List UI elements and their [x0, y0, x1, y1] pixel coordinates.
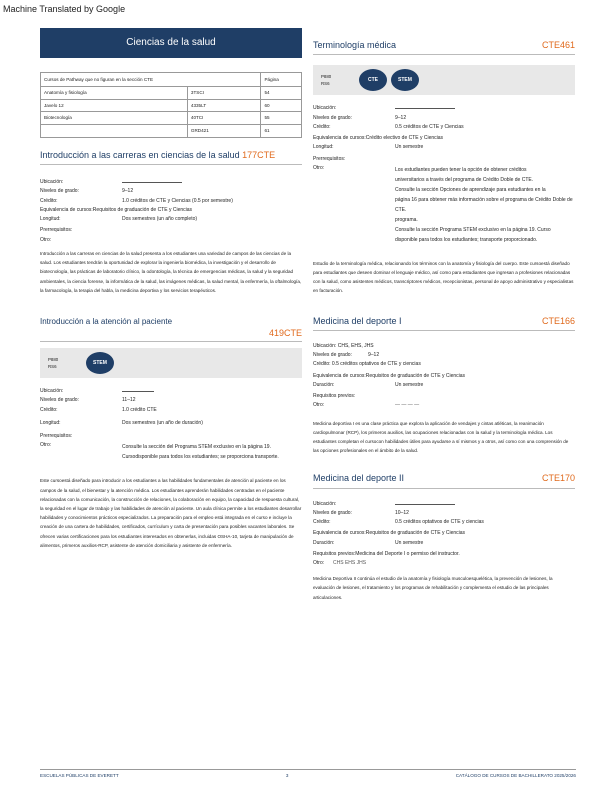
table-cell: Anatomía y fisiología	[41, 87, 188, 100]
course-title-row	[313, 40, 575, 55]
badge-code-1: P880	[321, 74, 332, 80]
grade-value: 9–12	[122, 188, 134, 195]
table-cell: Biotecnología	[41, 112, 188, 125]
location-label: Ubicación:	[313, 105, 337, 112]
program-badges	[40, 348, 302, 378]
table-cell	[41, 125, 188, 138]
length-value: Un semestre	[395, 144, 424, 151]
course-title-row	[313, 316, 575, 331]
course-cte461	[313, 40, 575, 296]
other-line: Consulte la sección Programa STEM exclusivo en la página 19. Curso	[395, 226, 551, 233]
footer-left: ESCUELAS PÚBLICAS DE EVERETT	[40, 773, 119, 778]
credit-value: 1.0 créditos de CTE y Ciencias (0.5 por semestre)	[122, 197, 233, 204]
cte-logo: CTE	[359, 69, 387, 91]
length-value: Dos semestres (un año de duración)	[122, 419, 203, 426]
other-line: Consulte la sección Opciones de aprendizaje para estudiantes en la	[395, 186, 546, 193]
prereq-label: Requisitos previos:	[313, 393, 356, 399]
duration-value: Un semestre	[395, 539, 424, 546]
grade-label: Niveles de grado:	[40, 188, 79, 195]
table-cell: Javelo 12	[41, 99, 188, 112]
location: Ubicación: CHS, EHS, JHS	[313, 342, 374, 349]
table-row	[41, 125, 302, 138]
course-details	[40, 179, 302, 243]
other-line: disponible para todos los estudiantes; transporte proporcionado.	[395, 236, 538, 243]
location-blank	[395, 105, 455, 109]
table-cell: 55	[261, 112, 302, 125]
credit-value: 0.5 créditos optativos de CTE y ciencias	[395, 519, 484, 525]
course-title-row	[313, 473, 575, 488]
grade-value: 9–12	[368, 352, 380, 358]
credit-label: Crédito:	[313, 123, 331, 130]
table-cell: 54	[261, 87, 302, 100]
other-line: página 16 para obtener más información sobre el programa de Crédito Doble de CTE.	[395, 196, 573, 213]
length-label: Longitud:	[40, 216, 61, 223]
duration-value: Un semestre	[395, 381, 424, 388]
location-blank	[122, 388, 154, 392]
length-label: Longitud:	[40, 419, 61, 426]
other-value: CHS EHS JHS	[333, 560, 367, 566]
badge-code-2: RS6	[48, 364, 57, 370]
table-row	[41, 99, 302, 112]
course-description: Introducción a las carreras en ciencias de la salud presenta a los estudiantes una variedad de campos de las ciencias de la salud. Los estudiantes tendrán la oportunidad de explorar la ingeniería biomédica, la investigación y el desarrollo de biotecnología, las prácticas de laboratorio clínico, la odontología, la técnica de emergencias médicas, la salud y la seguridad ambientales, la ciencia forense, la informática de la salud, las imágenes médicas, la salud mental, la enfermería, la oftalmología, la farmacología, la terapia del habla, la medicina deportiva y los servicios terapéuticos.	[40, 250, 302, 293]
prereq-label: Prerrequisitos:	[313, 155, 346, 162]
location-label: Ubicación:	[40, 388, 64, 395]
course-description: Medicina deportiva I es una clase práctica que explora la aplicación de vendajes y cintas atléticas, la reanimación cardiopulmonar (RCP), los primeros auxilios, las ocupaciones relacionadas con la salud y la terminología médica. Los estudiantes completan el cursocon habilidades útiles para ayudarse a sí mismos y a otros, así como con una comprensión de las opciones profesionales en el ámbito de la salud.	[313, 420, 569, 454]
course-description: Este cursoestá diseñado para introducir a los estudiantes a las habilidades fundamentales de atención al paciente en los campos de la salud, el bienestar y la atención médica. Los estudiantes aprenderán habilidades centradas en el paciente relacionadas con la comunicación, la construcción de relaciones, la colaboración en equipo, la capacidad de respuesta cultural, la seguridad en el lugar de trabajo y las habilidades de atención al paciente. Un aula clínica permite a los estudiantes desarrollar habilidades y conocimientos prácticos especializados. La preparación para el empleo está integrada en el curso e incluye la creación de una cartera de habilidades, certificados, currículum y carta de presentación para posibles vacantes laborales. Se ofrecen varias certificaciones para los estudiantes interesados en obtenerlas, incluidas OSHA-10, tarjeta de manipulación de alimentos, primeros auxilios-RCP, asistente de atención domiciliaria y asistente de enfermería.	[40, 478, 302, 548]
table-cell: 60	[261, 99, 302, 112]
stem-logo: STEM	[86, 352, 114, 374]
equivalency: Equivalencia de cursos:Requisitos de graduación de CTE y Ciencias	[313, 372, 466, 379]
footer-right: CATÁLOGO DE CURSOS DE BACHILLERATO 2025/2026	[455, 773, 576, 778]
course-title: Introducción a las carreras en ciencias de la salud 177CTE	[40, 149, 276, 160]
table-header-row	[41, 73, 302, 87]
course-description: Medicina Deportiva II continúa el estudio de la anatomía y fisiología musculoesquelética, la prevención de lesiones, la evaluación de lesiones, el tratamiento y los programas de rehabilitación y complementa el estudio de las principales articulaciones.	[313, 576, 553, 600]
right-column	[313, 28, 575, 602]
course-details	[313, 343, 575, 409]
duration-label: Duración:	[313, 539, 335, 546]
prereq-label: Prerrequisitos:	[40, 227, 73, 234]
course-details	[40, 388, 302, 462]
course-details	[313, 501, 575, 567]
location-label: Ubicación:	[313, 500, 337, 507]
other-line: universitarios a través del programa de Crédito Doble de CTE.	[395, 176, 534, 183]
credit: Crédito: 0.5 créditos optativos de CTE y ciencias	[313, 361, 421, 368]
machine-translated-label: Machine Translated by Google	[3, 4, 126, 14]
credit-label: Crédito:	[40, 197, 58, 204]
course-details	[313, 105, 575, 245]
course-419cte	[40, 317, 302, 550]
grade-label: Niveles de grado:	[313, 509, 352, 516]
course-title: Introducción a la atención al paciente	[40, 316, 173, 326]
stem-logo: STEM	[391, 69, 419, 91]
other-line: Los estudiantes pueden tener la opción de obtener créditos	[395, 166, 527, 173]
course-code: 419CTE	[268, 327, 302, 338]
equivalency: Equivalencia de cursos:Requisitos de graduación de CTE y Ciencias	[40, 206, 193, 213]
program-badges	[313, 65, 575, 95]
other-line: programa.	[395, 216, 418, 223]
course-code: CTE461	[541, 40, 575, 50]
prereq-label: Prerrequisitos:	[40, 433, 73, 440]
other-label: Otro:	[40, 442, 52, 449]
other-value: — — — —	[395, 402, 420, 409]
pathway-table	[40, 72, 302, 138]
table-row	[41, 112, 302, 125]
other-label: Otro:	[40, 236, 52, 243]
section-banner	[40, 28, 302, 58]
badge-code-1: P880	[48, 357, 59, 363]
other-line: Consulte la sección del Programa STEM exclusivo en la página 19.	[122, 444, 271, 451]
equivalency: Equivalencia de cursos:Crédito electivo de CTE y Ciencias	[313, 135, 444, 141]
credit-label: Crédito:	[313, 519, 331, 525]
course-title: Medicina del deporte II	[313, 473, 405, 484]
length-label: Longitud:	[313, 144, 334, 151]
grade-label: Niveles de grado:	[313, 352, 352, 358]
table-header-page: Página	[261, 73, 302, 87]
other-label: Otro:	[313, 402, 325, 409]
grade-value: 10–12	[395, 509, 409, 516]
page-number: 3	[285, 773, 289, 778]
course-cte166	[313, 316, 575, 456]
length-value: Dos semestres (un año completo)	[122, 216, 198, 223]
grade-value: 11–12	[122, 397, 136, 404]
table-row	[41, 87, 302, 100]
credit-label: Crédito:	[40, 406, 58, 413]
other-label: Otro:	[313, 560, 325, 566]
credit-value: 0.5 créditos de CTE y Ciencias	[395, 123, 464, 130]
left-column	[40, 28, 302, 550]
equivalency: Equivalencia de cursos:Requisitos de graduación de CTE y Ciencias	[313, 530, 466, 537]
course-code: CTE166	[541, 315, 575, 326]
course-title-row	[40, 150, 302, 165]
course-177cte	[40, 150, 302, 295]
badge-code-2: RS6	[321, 81, 330, 87]
credit-value: 1.0 crédito CTE	[122, 406, 157, 413]
location-label: Ubicación:	[40, 179, 64, 186]
course-cte170	[313, 473, 575, 602]
table-cell: 61	[261, 125, 302, 138]
table-cell: GRD421	[187, 125, 261, 138]
course-code: CTE170	[541, 473, 575, 484]
table-cell: 3TSCI	[187, 87, 261, 100]
prereq: Requisitos previos:Medicina del Deporte I o permiso del instructor.	[313, 550, 460, 557]
other-line: Cursodisponible para todos los estudiantes; se proporciona transporte.	[122, 454, 279, 461]
table-header-courses: Cursos de Pathway que no figuran en la sección CTE	[41, 73, 261, 87]
page-footer	[40, 769, 576, 779]
grade-label: Niveles de grado:	[313, 114, 352, 121]
banner-title: Ciencias de la salud	[126, 36, 216, 48]
location-blank	[122, 179, 182, 183]
other-label: Otro:	[313, 164, 325, 171]
course-title: Medicina del deporte I	[313, 315, 402, 326]
course-description: Estudio de la terminología médica, relacionando los términos con la anatomía y fisiología del cuerpo. Este cursoestá diseñado para estudiantes que deseen dominar el lenguaje médico, así como para estudiantes que ingresan a profesiones relacionadas con la salud, como asistentes médicos, transcriptores médicos, recepcionistas, personal de apoyo administrativo y especialistas en facturación.	[313, 260, 574, 294]
table-cell: 4335LT	[187, 99, 261, 112]
grade-label: Niveles de grado:	[40, 397, 79, 404]
course-code: 177CTE	[242, 149, 276, 160]
location-blank	[395, 501, 455, 505]
table-cell: 40TCI	[187, 112, 261, 125]
grade-value: 9–12	[395, 114, 407, 121]
course-title: Terminología médica	[313, 40, 397, 50]
duration-label: Duración:	[313, 381, 335, 388]
